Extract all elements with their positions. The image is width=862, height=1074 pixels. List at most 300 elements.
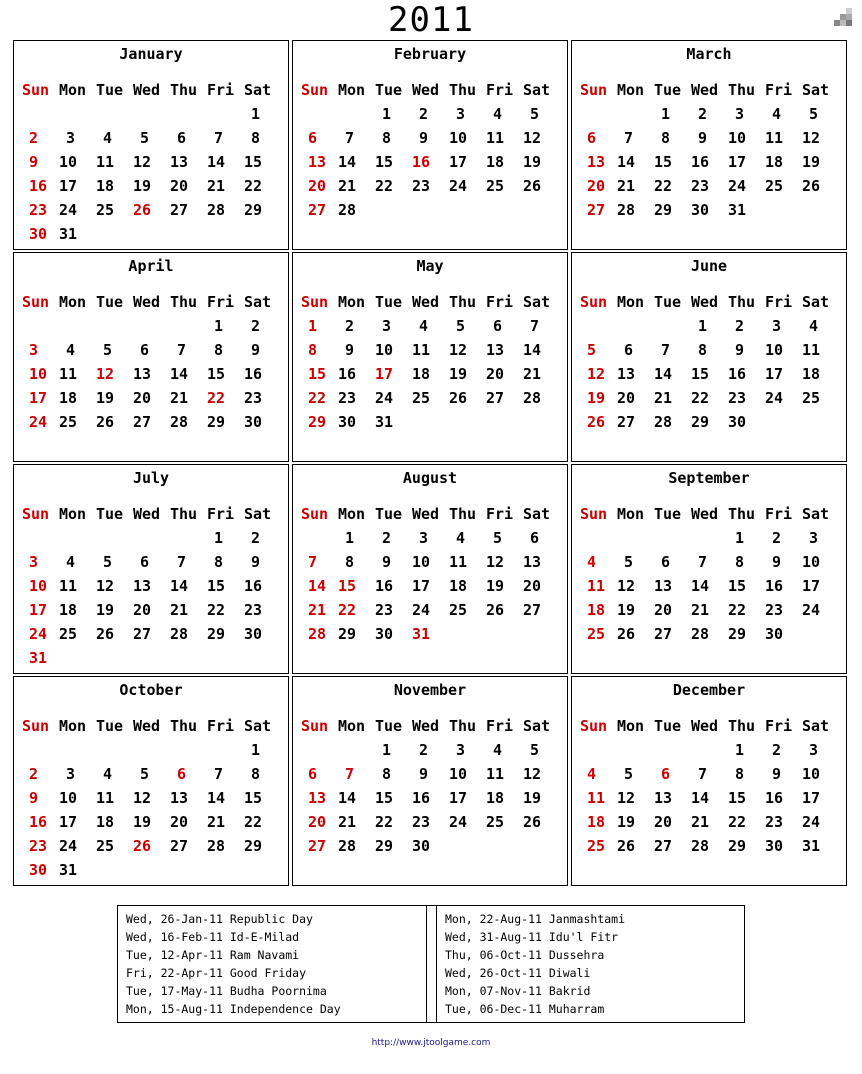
weekday-header-sun: Sun — [580, 293, 608, 311]
day-cell: 24 — [802, 601, 821, 619]
week-row — [301, 834, 563, 858]
day-cell: 13 — [654, 577, 673, 595]
day-cell: 13 — [654, 789, 673, 807]
day-cell: 22 — [308, 389, 327, 407]
day-cell: 20 — [486, 365, 505, 383]
day-cell: 23 — [338, 389, 357, 407]
day-cell: 8 — [214, 553, 224, 571]
day-cell: 15 — [338, 577, 357, 595]
week-row — [22, 598, 284, 622]
week-row — [580, 622, 842, 646]
day-cell: 30 — [244, 625, 263, 643]
weekday-header-row — [22, 290, 284, 314]
weekday-header-fri: Fri — [207, 505, 235, 523]
day-cell: 16 — [29, 177, 48, 195]
day-cell: 14 — [617, 153, 636, 171]
weekday-header-row — [580, 290, 842, 314]
day-cell: 21 — [308, 601, 327, 619]
day-cell: 5 — [456, 317, 466, 335]
week-row — [22, 150, 284, 174]
day-cell: 13 — [133, 577, 152, 595]
weekday-header-wed: Wed — [412, 717, 440, 735]
day-cell: 9 — [251, 553, 261, 571]
day-cell: 22 — [728, 813, 747, 831]
day-cell: 28 — [170, 413, 189, 431]
day-cell: 26 — [96, 625, 115, 643]
day-cell: 29 — [338, 625, 357, 643]
week-row — [22, 858, 284, 882]
week-row — [580, 598, 842, 622]
day-cell: 23 — [244, 601, 263, 619]
day-cell: 30 — [765, 625, 784, 643]
weekday-header-mon: Mon — [59, 81, 87, 99]
weekday-header-sat: Sat — [523, 505, 551, 523]
day-cell: 29 — [691, 413, 710, 431]
weekday-header-wed: Wed — [691, 717, 719, 735]
holiday-list-right — [436, 906, 745, 1022]
day-cell: 9 — [419, 129, 429, 147]
day-cell: 14 — [207, 789, 226, 807]
day-cell: 11 — [802, 341, 821, 359]
day-cell: 26 — [449, 389, 468, 407]
day-cell: 22 — [654, 177, 673, 195]
month-title: October — [119, 681, 183, 699]
day-cell: 21 — [170, 389, 189, 407]
day-cell: 5 — [493, 529, 503, 547]
day-cell: 27 — [654, 837, 673, 855]
day-cell: 19 — [523, 153, 542, 171]
day-cell: 4 — [103, 765, 113, 783]
day-cell: 2 — [419, 105, 429, 123]
month-title: April — [128, 257, 174, 275]
weekday-header-tue: Tue — [654, 505, 682, 523]
day-cell: 8 — [251, 129, 261, 147]
day-cell: 21 — [338, 813, 357, 831]
weekday-header-row — [301, 78, 563, 102]
day-cell: 31 — [375, 413, 394, 431]
day-cell: 1 — [735, 529, 745, 547]
day-cell: 2 — [735, 317, 745, 335]
weekday-header-wed: Wed — [133, 293, 161, 311]
weekday-header-tue: Tue — [96, 717, 124, 735]
day-cell: 1 — [345, 529, 355, 547]
month-october — [13, 676, 289, 886]
holiday-entry: Mon, 07-Nov-11 Bakrid — [445, 984, 591, 998]
weekday-header-wed: Wed — [133, 505, 161, 523]
month-title: June — [690, 257, 728, 275]
day-cell: 28 — [617, 201, 636, 219]
day-cell: 20 — [654, 601, 673, 619]
day-cell: 13 — [170, 789, 189, 807]
day-cell: 8 — [382, 765, 392, 783]
day-cell: 23 — [412, 177, 431, 195]
day-cell: 28 — [170, 625, 189, 643]
day-cell: 17 — [412, 577, 431, 595]
day-cell: 13 — [617, 365, 636, 383]
day-cell: 10 — [29, 365, 48, 383]
day-cell: 17 — [802, 789, 821, 807]
day-cell: 12 — [523, 129, 542, 147]
day-cell: 22 — [207, 601, 226, 619]
day-cell: 25 — [449, 601, 468, 619]
day-cell: 16 — [29, 813, 48, 831]
weekday-header-sun: Sun — [301, 81, 329, 99]
day-cell: 24 — [375, 389, 394, 407]
day-cell: 1 — [735, 741, 745, 759]
day-cell: 20 — [617, 389, 636, 407]
day-cell: 23 — [691, 177, 710, 195]
day-cell: 24 — [59, 201, 78, 219]
day-cell: 6 — [661, 765, 671, 783]
day-cell: 1 — [382, 105, 392, 123]
day-cell: 12 — [617, 789, 636, 807]
week-row — [580, 762, 842, 786]
month-november — [292, 676, 568, 886]
day-cell: 31 — [802, 837, 821, 855]
day-cell: 25 — [486, 177, 505, 195]
holiday-list — [117, 905, 745, 1023]
day-cell: 15 — [654, 153, 673, 171]
day-cell: 13 — [308, 789, 327, 807]
holiday-entry: Wed, 26-Jan-11 Republic Day — [126, 912, 313, 926]
holiday-entry: Wed, 26-Oct-11 Diwali — [445, 966, 591, 980]
weekday-header-row — [580, 714, 842, 738]
day-cell: 5 — [103, 553, 113, 571]
day-cell: 11 — [486, 129, 505, 147]
day-cell: 27 — [523, 601, 542, 619]
day-cell: 27 — [170, 837, 189, 855]
day-cell: 21 — [523, 365, 542, 383]
day-cell: 29 — [207, 625, 226, 643]
weekday-header-fri: Fri — [207, 293, 235, 311]
day-cell: 7 — [177, 341, 187, 359]
week-row — [22, 386, 284, 410]
day-cell: 18 — [59, 601, 78, 619]
day-cell: 21 — [654, 389, 673, 407]
week-row — [580, 410, 842, 434]
day-cell: 16 — [412, 153, 431, 171]
week-row — [301, 314, 563, 338]
footer-link[interactable]: http://www.jtoolgame.com — [371, 1038, 491, 1048]
day-cell: 18 — [802, 365, 821, 383]
weekday-header-row — [301, 290, 563, 314]
day-cell: 22 — [375, 813, 394, 831]
day-cell: 8 — [308, 341, 318, 359]
day-cell: 29 — [244, 837, 263, 855]
day-cell: 5 — [140, 129, 150, 147]
day-cell: 31 — [728, 201, 747, 219]
day-cell: 26 — [133, 201, 152, 219]
day-cell: 16 — [765, 577, 784, 595]
day-cell: 18 — [587, 813, 606, 831]
day-cell: 25 — [587, 625, 606, 643]
day-cell: 16 — [412, 789, 431, 807]
day-cell: 3 — [456, 105, 466, 123]
week-row — [580, 810, 842, 834]
weekday-header-fri: Fri — [207, 717, 235, 735]
weekday-header-tue: Tue — [96, 505, 124, 523]
weekday-header-sat: Sat — [244, 81, 272, 99]
day-cell: 8 — [345, 553, 355, 571]
weekday-header-tue: Tue — [375, 505, 403, 523]
day-cell: 26 — [587, 413, 606, 431]
day-cell: 11 — [59, 365, 78, 383]
week-row — [301, 362, 563, 386]
day-cell: 10 — [449, 765, 468, 783]
day-cell: 20 — [170, 177, 189, 195]
day-cell: 8 — [735, 765, 745, 783]
day-cell: 6 — [308, 765, 318, 783]
weekday-header-fri: Fri — [765, 81, 793, 99]
week-row — [580, 526, 842, 550]
day-cell: 1 — [214, 317, 224, 335]
day-cell: 21 — [338, 177, 357, 195]
day-cell: 18 — [486, 153, 505, 171]
day-cell: 18 — [765, 153, 784, 171]
day-cell: 23 — [765, 813, 784, 831]
day-cell: 25 — [802, 389, 821, 407]
day-cell: 6 — [177, 129, 187, 147]
day-cell: 28 — [207, 837, 226, 855]
day-cell: 26 — [523, 177, 542, 195]
day-cell: 12 — [523, 765, 542, 783]
day-cell: 27 — [308, 837, 327, 855]
week-row — [22, 834, 284, 858]
day-cell: 16 — [244, 365, 263, 383]
day-cell: 3 — [456, 741, 466, 759]
day-cell: 12 — [133, 153, 152, 171]
day-cell: 2 — [698, 105, 708, 123]
day-cell: 28 — [308, 625, 327, 643]
weekday-header-sat: Sat — [244, 293, 272, 311]
week-row — [580, 362, 842, 386]
day-cell: 9 — [698, 129, 708, 147]
month-title: January — [119, 45, 183, 63]
pixel-logo-icon — [834, 8, 854, 28]
day-cell: 11 — [587, 577, 606, 595]
day-cell: 16 — [728, 365, 747, 383]
week-row — [301, 126, 563, 150]
day-cell: 30 — [29, 225, 48, 243]
week-row — [580, 574, 842, 598]
day-cell: 11 — [587, 789, 606, 807]
weekday-header-sat: Sat — [802, 717, 830, 735]
day-cell: 3 — [809, 529, 819, 547]
day-cell: 26 — [133, 837, 152, 855]
day-cell: 5 — [140, 765, 150, 783]
day-cell: 11 — [765, 129, 784, 147]
day-cell: 9 — [382, 553, 392, 571]
day-cell: 3 — [772, 317, 782, 335]
day-cell: 11 — [59, 577, 78, 595]
day-cell: 13 — [486, 341, 505, 359]
day-cell: 12 — [449, 341, 468, 359]
weekday-header-wed: Wed — [412, 293, 440, 311]
day-cell: 11 — [96, 153, 115, 171]
day-cell: 4 — [587, 765, 597, 783]
month-title: August — [402, 469, 458, 487]
day-cell: 17 — [59, 813, 78, 831]
day-cell: 8 — [735, 553, 745, 571]
month-title: July — [132, 469, 170, 487]
day-cell: 29 — [375, 837, 394, 855]
day-cell: 28 — [691, 625, 710, 643]
day-cell: 7 — [624, 129, 634, 147]
week-row — [22, 526, 284, 550]
day-cell: 13 — [587, 153, 606, 171]
day-cell: 14 — [338, 789, 357, 807]
month-july — [13, 464, 289, 674]
week-row — [301, 198, 563, 222]
holiday-entry: Wed, 16-Feb-11 Id-E-Milad — [126, 930, 300, 944]
day-cell: 16 — [691, 153, 710, 171]
day-cell: 8 — [661, 129, 671, 147]
weekday-header-mon: Mon — [617, 81, 645, 99]
day-cell: 19 — [587, 389, 606, 407]
week-row — [301, 574, 563, 598]
week-row — [580, 386, 842, 410]
month-title: December — [672, 681, 746, 699]
day-cell: 30 — [338, 413, 357, 431]
day-cell: 10 — [802, 765, 821, 783]
weekday-header-thu: Thu — [728, 505, 756, 523]
day-cell: 17 — [449, 789, 468, 807]
weekday-header-mon: Mon — [617, 505, 645, 523]
weekday-header-fri: Fri — [486, 505, 514, 523]
weekday-header-thu: Thu — [170, 505, 198, 523]
day-cell: 24 — [29, 625, 48, 643]
day-cell: 19 — [96, 601, 115, 619]
day-cell: 22 — [244, 177, 263, 195]
week-row — [22, 174, 284, 198]
day-cell: 8 — [698, 341, 708, 359]
day-cell: 25 — [486, 813, 505, 831]
day-cell: 14 — [691, 577, 710, 595]
week-row — [22, 550, 284, 574]
day-cell: 6 — [308, 129, 318, 147]
day-cell: 27 — [617, 413, 636, 431]
day-cell: 16 — [375, 577, 394, 595]
day-cell: 14 — [170, 577, 189, 595]
day-cell: 18 — [96, 177, 115, 195]
week-row — [580, 786, 842, 810]
day-cell: 25 — [412, 389, 431, 407]
week-row — [22, 126, 284, 150]
week-row — [301, 762, 563, 786]
day-cell: 12 — [486, 553, 505, 571]
day-cell: 21 — [691, 601, 710, 619]
weekday-header-mon: Mon — [59, 505, 87, 523]
day-cell: 17 — [29, 601, 48, 619]
day-cell: 10 — [728, 129, 747, 147]
day-cell: 17 — [59, 177, 78, 195]
day-cell: 21 — [617, 177, 636, 195]
weekday-header-mon: Mon — [59, 293, 87, 311]
weekday-header-mon: Mon — [338, 505, 366, 523]
day-cell: 5 — [624, 553, 634, 571]
weekday-header-mon: Mon — [617, 717, 645, 735]
day-cell: 12 — [96, 365, 115, 383]
day-cell: 7 — [345, 765, 355, 783]
day-cell: 24 — [765, 389, 784, 407]
day-cell: 4 — [419, 317, 429, 335]
day-cell: 19 — [617, 813, 636, 831]
day-cell: 13 — [308, 153, 327, 171]
day-cell: 7 — [698, 765, 708, 783]
week-row — [301, 598, 563, 622]
day-cell: 28 — [338, 201, 357, 219]
month-title: March — [686, 45, 732, 63]
day-cell: 12 — [802, 129, 821, 147]
day-cell: 9 — [345, 341, 355, 359]
day-cell: 21 — [170, 601, 189, 619]
weekday-header-thu: Thu — [449, 505, 477, 523]
weekday-header-sun: Sun — [301, 293, 329, 311]
day-cell: 7 — [530, 317, 540, 335]
day-cell: 17 — [728, 153, 747, 171]
day-cell: 29 — [728, 837, 747, 855]
month-february — [292, 40, 568, 250]
month-title: February — [393, 45, 467, 63]
weekday-header-row — [580, 502, 842, 526]
week-row — [22, 198, 284, 222]
day-cell: 31 — [412, 625, 431, 643]
day-cell: 21 — [207, 813, 226, 831]
day-cell: 10 — [802, 553, 821, 571]
weekday-header-row — [22, 78, 284, 102]
weekday-header-thu: Thu — [170, 81, 198, 99]
weekday-header-thu: Thu — [728, 293, 756, 311]
holiday-entry: Thu, 06-Oct-11 Dussehra — [445, 948, 605, 962]
weekday-header-wed: Wed — [412, 505, 440, 523]
day-cell: 7 — [308, 553, 318, 571]
day-cell: 7 — [177, 553, 187, 571]
day-cell: 29 — [207, 413, 226, 431]
day-cell: 25 — [59, 413, 78, 431]
day-cell: 9 — [772, 553, 782, 571]
day-cell: 4 — [809, 317, 819, 335]
day-cell: 16 — [765, 789, 784, 807]
weekday-header-tue: Tue — [375, 81, 403, 99]
day-cell: 19 — [133, 813, 152, 831]
day-cell: 26 — [96, 413, 115, 431]
day-cell: 19 — [523, 789, 542, 807]
day-cell: 15 — [244, 153, 263, 171]
day-cell: 20 — [654, 813, 673, 831]
day-cell: 4 — [587, 553, 597, 571]
week-row — [580, 102, 842, 126]
day-cell: 27 — [654, 625, 673, 643]
weekday-header-tue: Tue — [96, 81, 124, 99]
week-row — [22, 222, 284, 246]
day-cell: 11 — [486, 765, 505, 783]
day-cell: 29 — [308, 413, 327, 431]
day-cell: 6 — [530, 529, 540, 547]
day-cell: 5 — [587, 341, 597, 359]
weekday-header-sat: Sat — [523, 293, 551, 311]
day-cell: 10 — [765, 341, 784, 359]
day-cell: 10 — [29, 577, 48, 595]
day-cell: 2 — [251, 529, 261, 547]
day-cell: 22 — [728, 601, 747, 619]
holiday-entry: Fri, 22-Apr-11 Good Friday — [126, 966, 307, 980]
day-cell: 3 — [29, 553, 39, 571]
day-cell: 18 — [486, 789, 505, 807]
weekday-header-mon: Mon — [617, 293, 645, 311]
week-row — [301, 786, 563, 810]
day-cell: 20 — [133, 601, 152, 619]
weekday-header-thu: Thu — [449, 717, 477, 735]
